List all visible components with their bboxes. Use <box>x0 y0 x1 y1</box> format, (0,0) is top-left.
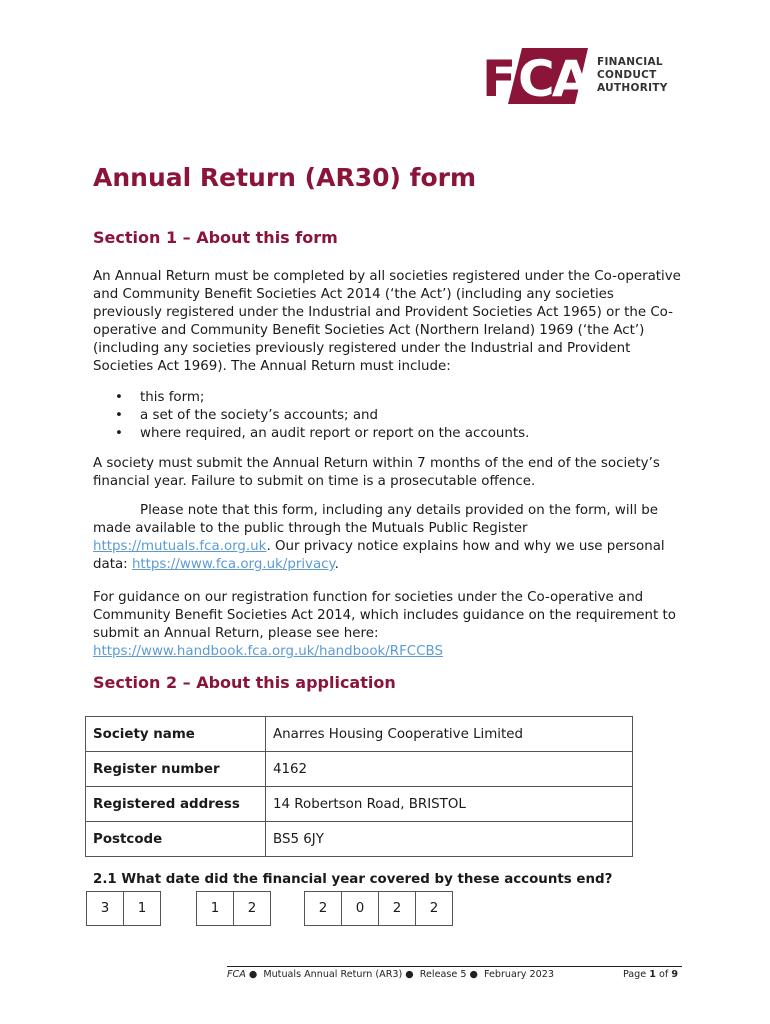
day-digit[interactable]: 3 <box>86 891 124 926</box>
list-item: • where required, an audit report or report on the accounts. <box>93 425 529 443</box>
row-label: Registered address <box>86 787 266 822</box>
postcode-value[interactable]: BS5 6JY <box>266 822 633 857</box>
month-digit[interactable]: 2 <box>233 891 271 926</box>
section2-heading: Section 2 – About this application <box>93 673 396 692</box>
table-row <box>86 822 633 857</box>
privacy-text: . <box>334 557 339 572</box>
privacy-text: . Our privacy notice explains how and why we use personal data: <box>93 539 665 572</box>
mutuals-register-link[interactable]: https://mutuals.fca.org.uk <box>93 539 267 554</box>
row-label: Society name <box>86 717 266 752</box>
logo-letters-ca: CA <box>518 50 588 108</box>
of-word: of <box>659 969 669 980</box>
footer-fca: FCA <box>227 969 246 980</box>
footer-bullet: ● <box>469 969 478 980</box>
table-row <box>86 787 633 822</box>
logo-word: CONDUCT <box>597 69 657 81</box>
intro-paragraph: An Annual Return must be completed by all societies registered under the Co-operative and Community Benefit Societies Act 2014 (‘the Act’) (including any societies previously registered under the Industrial and Provident Societies Act 1965) or the Co-operative and Community Benefit Societies Act (Northern Ireland) 1969 (‘the Act’) (including any societies previously registered under the Industrial and Provident Societies Act 1969). The Annual Return must include: <box>93 269 681 374</box>
guidance-text: For guidance on our registration function for societies under the Co-operative and Community Benefit Societies Act 2014, which includes guidance on the requirement to submit an Annual Return, please see here: <box>93 590 676 641</box>
privacy-text: Please note that this form, including any details provided on the form, will be made available to the public through the Mutuals Public Register <box>93 503 659 536</box>
footer-release: Release 5 <box>419 969 467 980</box>
guidance-paragraph <box>93 589 683 661</box>
privacy-notice-link[interactable]: https://www.fca.org.uk/privacy <box>131 557 335 572</box>
table-row <box>86 752 633 787</box>
footer-date: February 2023 <box>483 969 554 980</box>
requirements-list <box>93 389 529 443</box>
date-day-boxes <box>87 891 161 926</box>
deadline-paragraph: A society must submit the Annual Return within 7 months of the end of the society’s financial year. Failure to submit on time is a prosecutable offence. <box>93 456 660 489</box>
row-label: Register number <box>86 752 266 787</box>
register-number-value[interactable]: 4162 <box>266 752 633 787</box>
question-2-1: 2.1 What date did the financial year covered by these accounts end? <box>93 872 613 887</box>
registered-address-value[interactable]: 14 Robertson Road, BRISTOL <box>266 787 633 822</box>
logo-word: AUTHORITY <box>597 82 668 94</box>
day-digit[interactable]: 1 <box>123 891 161 926</box>
year-digit[interactable]: 0 <box>341 891 379 926</box>
page-word: Page <box>622 969 647 980</box>
footer-bullet: ● <box>248 969 258 980</box>
page-footer <box>227 966 682 980</box>
fca-logo <box>480 44 680 108</box>
current-page: 1 <box>649 969 656 980</box>
page-number <box>623 969 678 980</box>
row-label: Postcode <box>86 822 266 857</box>
date-year-boxes <box>305 891 453 926</box>
year-digit[interactable]: 2 <box>378 891 416 926</box>
list-item: • this form; <box>93 389 529 407</box>
year-digit[interactable]: 2 <box>415 891 453 926</box>
privacy-paragraph <box>93 502 683 574</box>
page-title: Annual Return (AR30) form <box>93 163 477 192</box>
society-details-table <box>85 716 633 857</box>
logo-letter-f: F <box>482 50 514 108</box>
table-row <box>86 717 633 752</box>
logo-word: FINANCIAL <box>597 56 663 68</box>
date-month-boxes <box>197 891 271 926</box>
logo-wordmark <box>597 56 668 95</box>
month-digit[interactable]: 1 <box>196 891 234 926</box>
list-item: • a set of the society’s accounts; and <box>93 407 529 425</box>
handbook-link[interactable]: https://www.handbook.fca.org.uk/handbook/RFCCBS <box>93 644 443 659</box>
section1-heading: Section 1 – About this form <box>93 228 338 247</box>
society-name-value[interactable]: Anarres Housing Cooperative Limited <box>266 717 633 752</box>
fca-logo-mark <box>480 44 592 108</box>
footer-doc: Mutuals Annual Return (AR3) <box>263 969 403 980</box>
total-pages: 9 <box>671 969 678 980</box>
year-digit[interactable]: 2 <box>304 891 342 926</box>
footer-bullet: ● <box>405 969 414 980</box>
